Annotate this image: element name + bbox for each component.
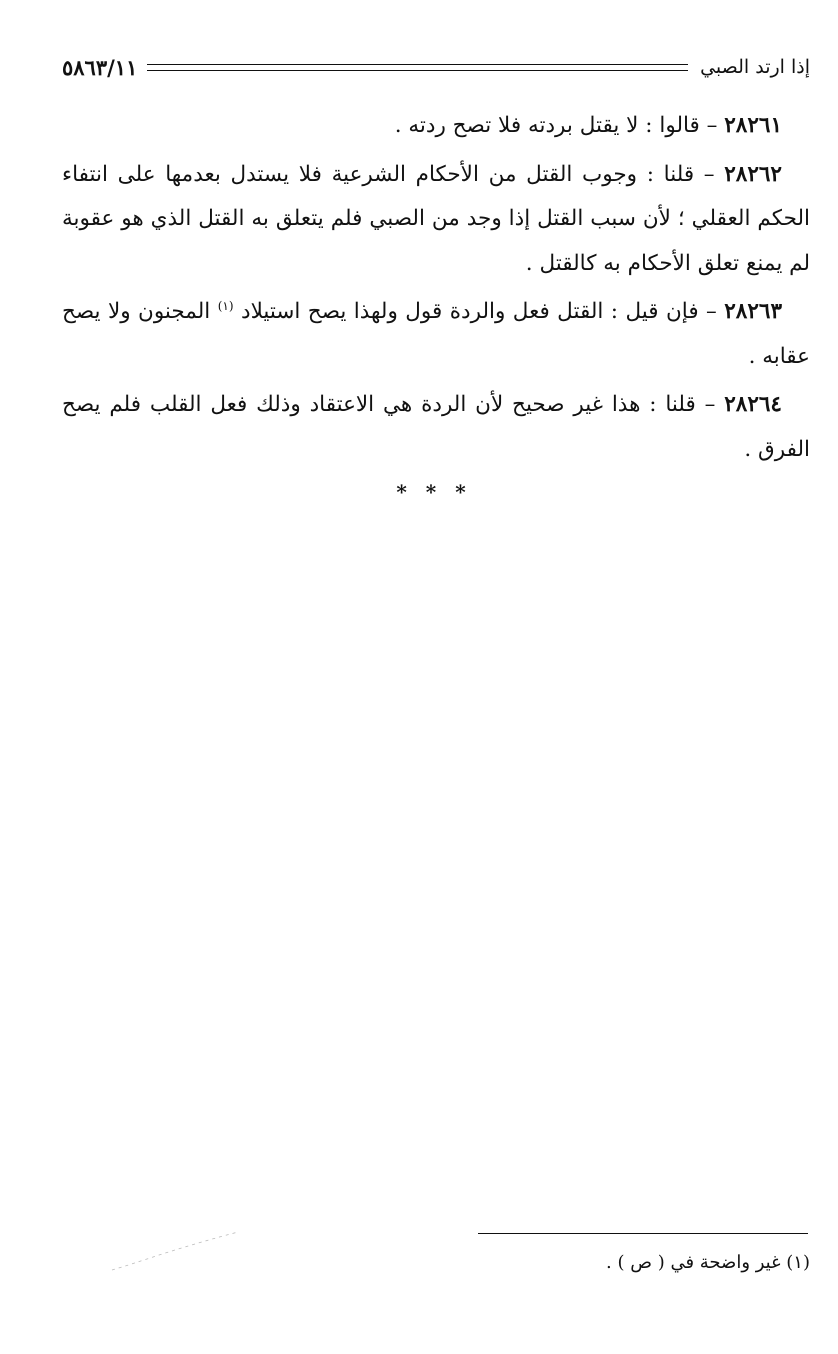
paragraph-28264 xyxy=(62,383,810,472)
paragraph-text: – قلنا : هذا غير صحيح لأن الردة هي الاعتقاد وذلك فعل القلب فلم يصح الفرق . xyxy=(62,392,810,462)
paragraph-28262 xyxy=(62,153,810,287)
paragraph-text: – فإن قيل : القتل فعل والردة قول ولهذا يصح استيلاد xyxy=(241,299,717,324)
body-text xyxy=(62,104,810,476)
paragraph-28263 xyxy=(62,290,810,379)
paragraph-text: – قلنا : وجوب القتل من الأحكام الشرعية فلا يستدل بعدمها على انتفاء الحكم العقلي ؛ لأن سبب القتل إذا وجد من الصبي فلم يتعلق به القتل الذي هو عقوبة لم يمنع تعلق الأحكام به كالقتل . xyxy=(62,161,810,276)
footnote-reference[interactable]: (١) xyxy=(217,298,234,313)
paragraph-number: ٢٨٢٦٤ xyxy=(724,392,782,417)
running-title: إذا ارتد الصبي xyxy=(700,56,810,78)
footnote-rule xyxy=(478,1233,808,1234)
paragraph-text-continued: المجنون ولا يصح عقابه . xyxy=(62,299,810,369)
page-reference: ٥٨٦٣/١١ xyxy=(62,54,138,80)
footnote-text: غير واضحة في ( ص ) . xyxy=(606,1252,781,1273)
page-header xyxy=(62,50,810,84)
paragraph-number: ٢٨٢٦٢ xyxy=(724,161,782,187)
scan-smudge-mark xyxy=(110,1224,240,1274)
paragraph-number: ٢٨٢٦٣ xyxy=(724,299,782,324)
paragraph-text: – قالوا : لا يقتل بردته فلا تصح ردته . xyxy=(394,113,718,138)
section-separator: * * * xyxy=(396,480,472,504)
paragraph-28261 xyxy=(62,104,810,149)
footnote-marker: (١) xyxy=(786,1252,810,1273)
paragraph-number: ٢٨٢٦١ xyxy=(724,113,782,138)
header-double-rule xyxy=(147,64,688,71)
footnote-1 xyxy=(300,1248,810,1278)
